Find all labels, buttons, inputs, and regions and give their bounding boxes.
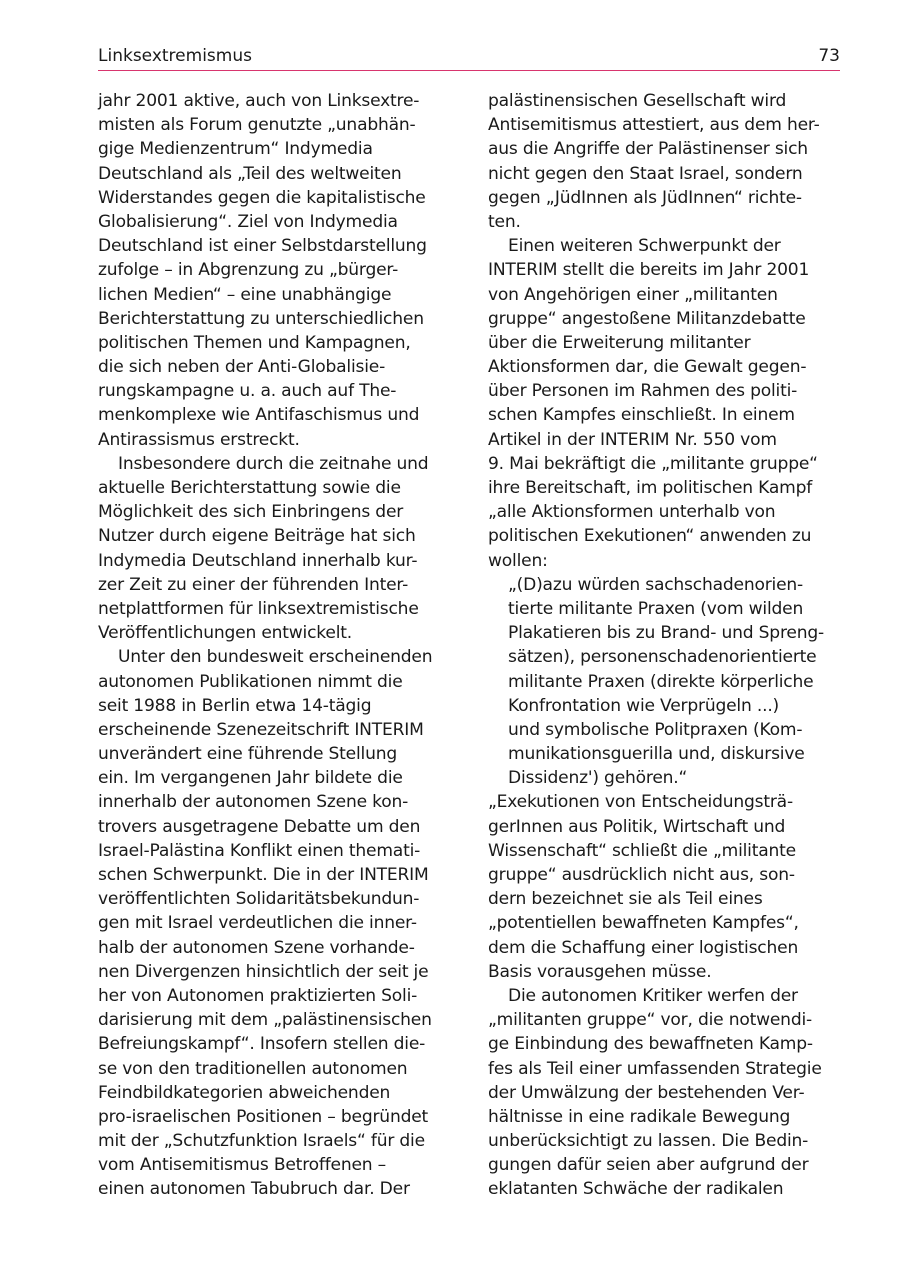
text-line: dem die Schaffung einer logistischen — [488, 937, 799, 958]
text-line: gungen dafür seien aber aufgrund der — [488, 1155, 809, 1176]
text-line: „militanten gruppe“ vor, die notwendi- — [488, 1010, 812, 1031]
section-title: Linksextremismus — [98, 46, 252, 66]
text-line: „(D)azu würden sachschadenorien- — [508, 574, 804, 595]
text-line: ten. — [488, 211, 521, 232]
text-line: Basis vorausgehen müsse. — [488, 961, 712, 982]
text-line: Plakatieren bis zu Brand- und Spreng- — [508, 623, 824, 644]
text-line: gige Medienzentrum“ Indymedia — [98, 139, 373, 160]
text-line: die sich neben der Anti-Globalisie- — [98, 357, 386, 378]
text-line: einen autonomen Tabubruch dar. Der — [98, 1179, 410, 1200]
text-line: Berichterstattung zu unterschiedlichen — [98, 308, 424, 329]
text-line: zer Zeit zu einer der führenden Inter- — [98, 574, 409, 595]
text-line: Antirassismus erstreckt. — [98, 429, 300, 450]
text-line: gen mit Israel verdeutlichen die inner- — [98, 913, 417, 934]
text-line: INTERIM stellt die bereits im Jahr 2001 — [488, 260, 810, 281]
text-line: nicht gegen den Staat Israel, sondern — [488, 163, 803, 184]
text-line: „alle Aktionsformen unterhalb von — [488, 502, 776, 523]
text-line: tierte militante Praxen (vom wilden — [508, 598, 804, 619]
text-line: Antisemitismus attestiert, aus dem her- — [488, 115, 820, 136]
text-line: „potentiellen bewaffneten Kampfes“, — [488, 913, 799, 934]
text-line: Deutschland als „Teil des weltweiten — [98, 163, 402, 184]
text-line: se von den traditionellen autonomen — [98, 1058, 408, 1079]
text-line: Widerstandes gegen die kapitalistische — [98, 187, 426, 208]
page-number: 73 — [818, 46, 840, 66]
text-line: politischen Themen und Kampagnen, — [98, 332, 411, 353]
text-line: wollen: — [488, 550, 548, 571]
text-column-left — [98, 89, 454, 1202]
text-line: gegen „JüdInnen als JüdInnen“ richte- — [488, 187, 802, 208]
text-line: fes als Teil einer umfassenden Strategie — [488, 1058, 822, 1079]
text-line: netplattformen für linksextremistische — [98, 598, 419, 619]
text-line: erscheinende Szenezeitschrift INTERIM — [98, 719, 424, 740]
text-line: seit 1988 in Berlin etwa 14-tägig — [98, 695, 372, 716]
text-line: ge Einbindung des bewaffneten Kamp- — [488, 1034, 813, 1055]
text-line: rungskampagne u. a. auch auf The- — [98, 381, 397, 402]
text-line: sätzen), personenschadenorientierte — [508, 647, 817, 668]
text-line: aktuelle Berichterstattung sowie die — [98, 478, 401, 498]
text-line: her von Autonomen praktizierten Soli- — [98, 985, 418, 1006]
text-line: palästinensischen Gesellschaft wird — [488, 91, 787, 111]
text-line: der Umwälzung der bestehenden Ver- — [488, 1082, 805, 1103]
text-line: aus die Angriffe der Palästinenser sich — [488, 139, 808, 160]
text-line: dern bezeichnet sie als Teil eines — [488, 889, 763, 910]
text-line: veröffentlichten Solidaritätsbekundun- — [98, 889, 420, 910]
text-line: menkomplexe wie Antifaschismus und — [98, 405, 420, 426]
text-line: Feindbildkategorien abweichenden — [98, 1082, 391, 1103]
text-line: lichen Medien“ – eine unabhängige — [98, 284, 392, 305]
text-line: munikationsguerilla und, diskursive — [508, 744, 805, 765]
text-line: misten als Forum genutzte „unabhän- — [98, 115, 416, 136]
text-line: eklatanten Schwäche der radikalen — [488, 1179, 784, 1200]
text-line: und symbolische Politpraxen (Kom- — [508, 719, 803, 740]
text-line: innerhalb der autonomen Szene kon- — [98, 792, 409, 813]
text-line: unverändert eine führende Stellung — [98, 744, 397, 765]
text-line: jahr 2001 aktive, auch von Linksextre- — [98, 91, 420, 111]
text-line: mit der „Schutzfunktion Israels“ für die — [98, 1131, 425, 1152]
text-line: Israel-Palästina Konflikt einen themati- — [98, 840, 421, 861]
text-line: 9. Mai bekräftigt die „militante gruppe“ — [488, 453, 818, 474]
text-line: Aktionsformen dar, die Gewalt gegen- — [488, 357, 807, 378]
text-line: politischen Exekutionen“ anwenden zu — [488, 526, 812, 547]
text-line: trovers ausgetragene Debatte um den — [98, 816, 421, 837]
text-line: Globalisierung“. Ziel von Indymedia — [98, 211, 398, 232]
text-line: Veröffentlichungen entwickelt. — [98, 623, 352, 644]
text-line: Einen weiteren Schwerpunkt der — [508, 236, 781, 257]
text-line: Artikel in der INTERIM Nr. 550 vom — [488, 429, 777, 450]
text-line: über die Erweiterung militanter — [488, 332, 751, 353]
text-column-right — [488, 89, 844, 1202]
text-line: vom Antisemitismus Betroffenen – — [98, 1155, 387, 1176]
text-line: Insbesondere durch die zeitnahe und — [118, 453, 429, 474]
text-line: Indymedia Deutschland innerhalb kur- — [98, 550, 418, 571]
text-line: hältnisse in eine radikale Bewegung — [488, 1106, 791, 1127]
text-line: Dissidenz') gehören.“ — [508, 768, 688, 789]
text-line: Nutzer durch eigene Beiträge hat sich — [98, 526, 416, 547]
text-line: ein. Im vergangenen Jahr bildete die — [98, 768, 403, 789]
text-line: schen Kampfes einschließt. In einem — [488, 405, 795, 426]
text-line: Deutschland ist einer Selbstdarstellung — [98, 236, 427, 257]
text-line: nen Divergenzen hinsichtlich der seit je — [98, 961, 429, 982]
text-line: halb der autonomen Szene vorhande- — [98, 937, 415, 958]
text-line: zufolge – in Abgrenzung zu „bürger- — [98, 260, 399, 281]
running-header — [98, 44, 840, 71]
text-line: über Personen im Rahmen des politi- — [488, 381, 798, 402]
text-line: „Exekutionen von Entscheidungsträ- — [488, 792, 793, 813]
text-line: schen Schwerpunkt. Die in der INTERIM — [98, 865, 429, 885]
text-line: ihre Bereitschaft, im politischen Kampf — [488, 478, 813, 498]
text-line: gruppe“ ausdrücklich nicht aus, son- — [488, 865, 795, 885]
text-line: Unter den bundesweit erscheinenden — [118, 647, 433, 668]
text-line: Möglichkeit des sich Einbringens der — [98, 502, 404, 523]
text-line: Konfrontation wie Verprügeln ...) — [508, 695, 780, 716]
text-line: von Angehörigen einer „militanten — [488, 284, 778, 305]
text-line: pro-israelischen Positionen – begründet — [98, 1106, 429, 1127]
text-line: gruppe“ angestoßene Militanzdebatte — [488, 308, 806, 329]
text-line: darisierung mit dem „palästinensischen — [98, 1010, 432, 1031]
text-line: gerInnen aus Politik, Wirtschaft und — [488, 816, 786, 837]
text-line: autonomen Publikationen nimmt die — [98, 671, 403, 692]
text-line: Wissenschaft“ schließt die „militante — [488, 840, 796, 861]
text-line: unberücksichtigt zu lassen. Die Bedin- — [488, 1131, 809, 1152]
text-line: Befreiungskampf“. Insofern stellen die- — [98, 1034, 426, 1055]
text-line: militante Praxen (direkte körperliche — [508, 671, 814, 692]
text-line: Die autonomen Kritiker werfen der — [508, 985, 798, 1006]
